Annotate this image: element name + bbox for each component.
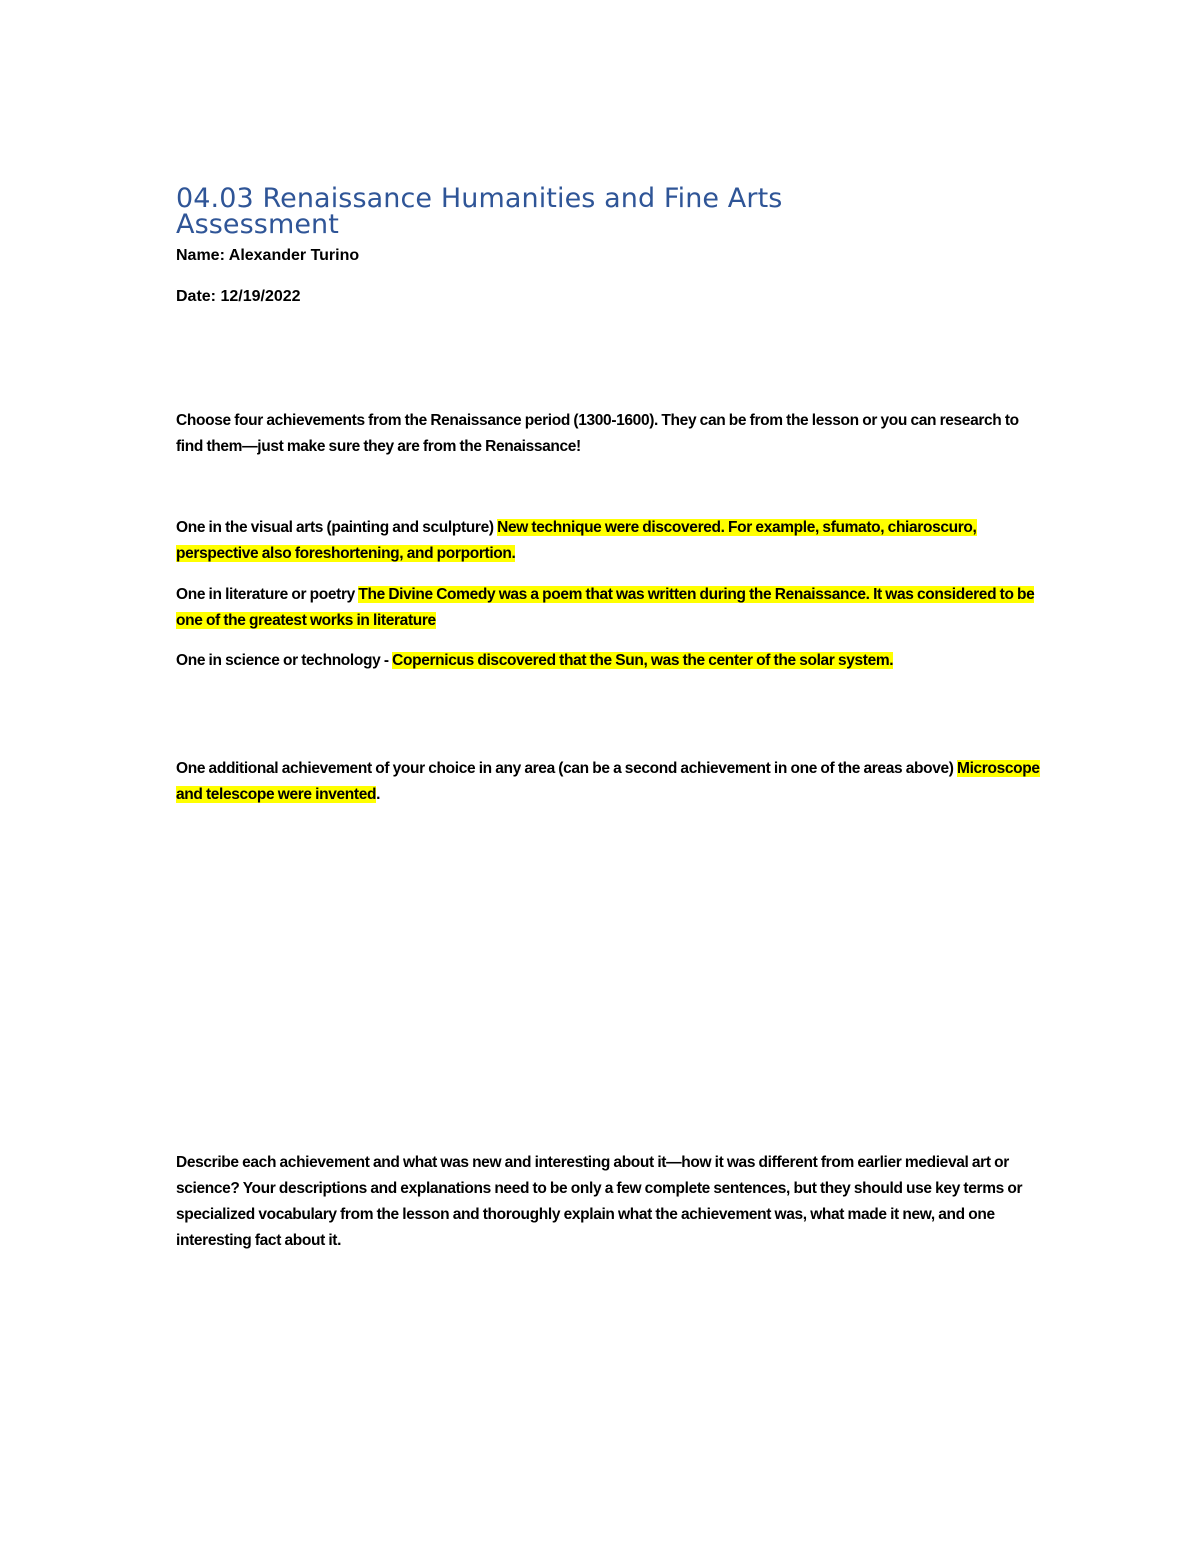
highlighted-answer: New technique were discovered. For example, sfumato, chiaroscuro, perspective also foreshortening, and porportion. [176,519,977,562]
achievement-visual-arts [176,515,1046,567]
highlighted-answer: The Divine Comedy was a poem that was written during the Renaissance. It was considered to be one of the greatest works in literature [176,586,1035,629]
achievement-prompt: One in the visual arts (painting and sculpture) [176,519,494,536]
achievement-additional [176,756,1046,808]
achievement-prompt: One in literature or poetry [176,586,359,603]
assignment-date: Date: 12/19/2022 [176,288,301,305]
highlighted-answer: Microscope and telescope were invented [176,760,1040,803]
student-name: Name: Alexander Turino [176,247,360,264]
intro-instructions: Choose four achievements from the Renaissance period (1300-1600). They can be from the lesson or you can research to find them—just make sure they are from the Renaissance! [176,412,1019,455]
achievement-science [176,648,1046,674]
achievement-prompt: One additional achievement of your choice in any area (can be a second achievement in one of the areas above) [176,760,958,777]
achievement-prompt: One in science or technology - [176,652,393,669]
answer-trailing: . [376,786,381,803]
describe-instructions: Describe each achievement and what was new and interesting about it—how it was different from earlier medieval art or science? Your descriptions and explanations need to be only a few complete sentences, but they should use key terms or specialized vocabulary from the lesson and thoroughly explain what the achievement was, what made it new, and one interesting fact about it. [176,1154,1023,1249]
document-title: 04.03 Renaissance Humanities and Fine Arts Assessment [176,183,783,240]
achievement-literature [176,582,1046,634]
highlighted-answer: Copernicus discovered that the Sun, was the center of the solar system. [392,652,894,669]
